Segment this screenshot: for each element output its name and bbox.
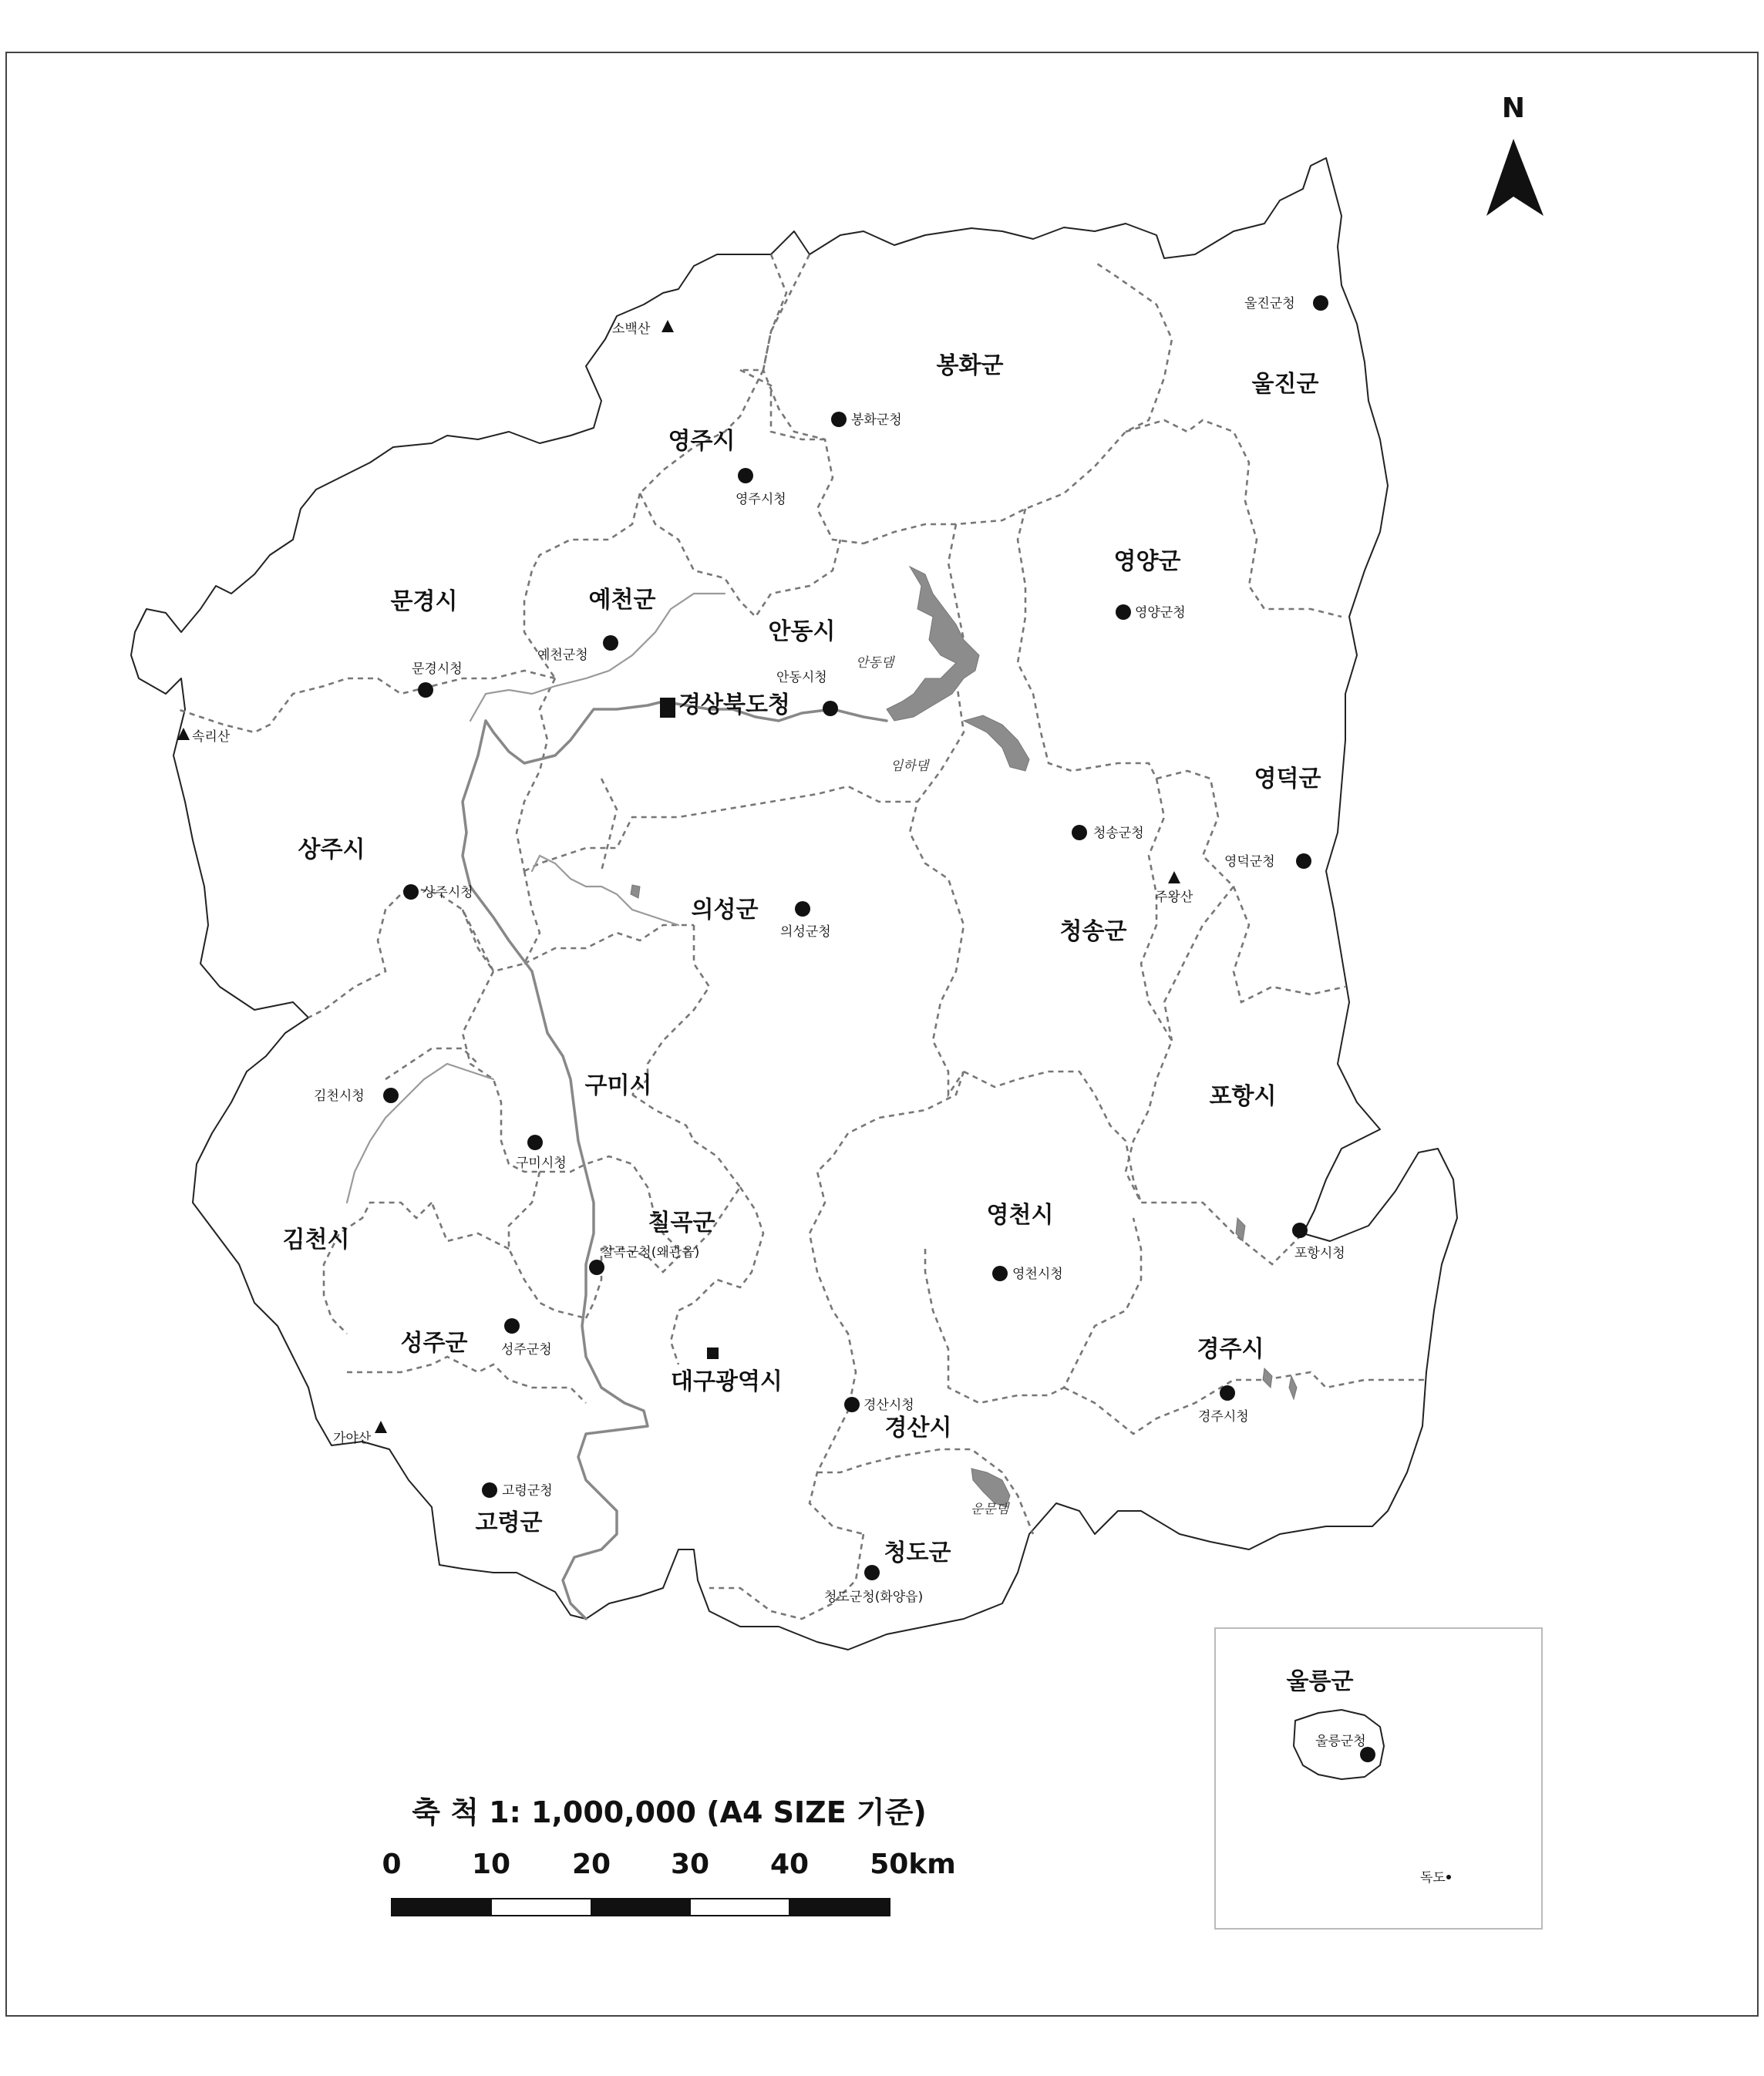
inset-office-label: 울릉군청 [1315, 1734, 1366, 1749]
rivers [347, 594, 887, 1619]
map-frame [6, 52, 1758, 2016]
scale-tick-0: 0 [382, 1849, 402, 1880]
office-marker [482, 1482, 497, 1498]
county-label-gimcheon: 김천시 [282, 1226, 350, 1253]
county-label-yeongdeok: 영덕군 [1254, 765, 1321, 792]
ulleung-inset [1215, 1628, 1542, 1929]
office-marker [1313, 295, 1328, 311]
county-label-sangju: 상주시 [298, 836, 365, 863]
pond-2 [1263, 1368, 1272, 1388]
pond-3 [1289, 1376, 1297, 1399]
peak-icon [375, 1421, 387, 1433]
peak-label-sobaek: 소백산 [612, 321, 651, 337]
scale-tick-10: 10 [471, 1849, 511, 1880]
andong-lake [887, 567, 979, 721]
scale-segment [591, 1899, 690, 1916]
county-label-yeongcheon: 영천시 [986, 1202, 1054, 1229]
county-label-uiseong: 의성군 [691, 897, 759, 924]
office-label-yeongcheon: 영천시청 [1012, 1267, 1063, 1282]
county-label-yeongju: 영주시 [668, 428, 736, 455]
office-label-yeongdeok: 영덕군청 [1224, 854, 1275, 870]
north-arrow-icon [1486, 139, 1544, 216]
office-marker [823, 701, 838, 716]
office-marker [831, 412, 847, 427]
office-marker [403, 884, 419, 900]
scale-segment [491, 1899, 591, 1916]
office-marker [589, 1260, 604, 1275]
metro-city-marker [707, 1348, 719, 1359]
county-label-bonghwa: 봉화군 [936, 352, 1004, 379]
metro-city-label: 대구광역시 [671, 1368, 783, 1395]
office-label-seongju: 성주군청 [501, 1342, 552, 1358]
office-label-yecheon: 예천군청 [537, 648, 588, 663]
office-marker [1072, 825, 1087, 840]
peak-icon [662, 320, 674, 332]
scale-bar [382, 1795, 955, 1916]
province-office-marker [660, 698, 675, 718]
county-label-andong: 안동시 [768, 618, 836, 645]
office-label-bonghwa: 봉화군청 [851, 412, 902, 428]
north-arrow [1486, 93, 1544, 216]
county-label-chilgok: 칠곡군 [648, 1210, 715, 1237]
county-label-cheongsong: 청송군 [1059, 918, 1127, 945]
county-label-mungyeong: 문경시 [390, 588, 458, 615]
office-marker [383, 1088, 399, 1103]
office-label-cheongsong: 청송군청 [1093, 826, 1144, 841]
imha-lake [964, 715, 1029, 771]
office-marker [1292, 1223, 1308, 1238]
office-label-chilgok: 칠곡군청(왜관읍) [601, 1245, 700, 1260]
office-marker [992, 1266, 1008, 1281]
scale-tick-50: 50km [870, 1849, 956, 1880]
office-label-yeongyang: 영양군청 [1135, 605, 1186, 621]
dam-label-unmun: 운문댐 [971, 1502, 1009, 1517]
inset-islet-label: 독도 [1420, 1870, 1446, 1886]
office-label-gumi: 구미시청 [516, 1156, 567, 1171]
county-label-gyeongju: 경주시 [1197, 1336, 1264, 1363]
office-label-uljin: 울진군청 [1244, 296, 1295, 311]
scale-tick-20: 20 [571, 1849, 611, 1880]
office-marker [795, 901, 810, 917]
scale-segment [789, 1899, 890, 1916]
county-label-yeongyang: 영양군 [1113, 548, 1181, 575]
office-marker [864, 1565, 880, 1580]
dam-label-andong: 안동댐 [856, 655, 894, 671]
scale-tick-30: 30 [670, 1849, 710, 1880]
county-label-goryeong: 고령군 [475, 1509, 543, 1536]
dokdo-marker [1446, 1875, 1451, 1879]
office-marker [1296, 853, 1311, 869]
province-office-label: 경상북도청 [678, 691, 790, 718]
office-label-andong: 안동시청 [776, 670, 827, 685]
office-marker [1360, 1747, 1375, 1762]
office-marker [844, 1397, 860, 1412]
dam-label-imha: 임하댐 [890, 759, 929, 774]
office-label-sangju: 상주시청 [422, 885, 473, 900]
office-marker [738, 468, 753, 483]
county-label-seongju: 성주군 [400, 1330, 468, 1357]
office-label-uiseong: 의성군청 [780, 924, 831, 940]
peak-label-songni: 속리산 [192, 729, 231, 745]
county-label-cheongdo: 청도군 [884, 1539, 951, 1566]
office-marker [418, 682, 433, 698]
county-label-gumi: 구미시 [584, 1072, 652, 1099]
peak-label-gaya: 가야산 [333, 1431, 372, 1446]
county-offices [314, 295, 1345, 1605]
pond-4 [631, 885, 640, 898]
inset-county-label: 울릉군 [1286, 1668, 1354, 1695]
dam-labels [856, 655, 1010, 1517]
office-marker [527, 1135, 543, 1150]
scale-segment [392, 1899, 491, 1916]
office-label-yeongju: 영주시청 [736, 492, 786, 507]
office-label-cheongdo: 청도군청(화양읍) [824, 1590, 924, 1605]
county-label-pohang: 포항시 [1209, 1083, 1277, 1110]
office-label-gimcheon: 김천시청 [314, 1088, 365, 1104]
county-label-gyeongsan: 경산시 [884, 1415, 952, 1442]
office-marker [504, 1318, 520, 1334]
office-label-gyeongsan: 경산시청 [863, 1398, 914, 1413]
peak-icon [1168, 871, 1180, 883]
office-marker [1220, 1385, 1235, 1401]
office-label-gyeongju: 경주시청 [1198, 1409, 1249, 1425]
office-marker [603, 635, 618, 651]
county-labels [283, 352, 1321, 1566]
office-label-goryeong: 고령군청 [502, 1483, 553, 1499]
scale-segment [690, 1899, 789, 1916]
office-marker [1116, 604, 1131, 620]
office-label-pohang: 포항시청 [1294, 1246, 1345, 1261]
scale-tick-40: 40 [769, 1849, 810, 1880]
county-label-yecheon: 예천군 [588, 587, 656, 614]
county-label-uljin: 울진군 [1251, 371, 1319, 398]
north-label: N [1501, 93, 1526, 124]
scale-title: 축 척 1: 1,000,000 (A4 SIZE 기준) [412, 1795, 927, 1829]
peak-label-juwang: 주왕산 [1155, 890, 1193, 905]
headquarters [660, 691, 790, 1395]
office-label-mungyeong: 문경시청 [412, 661, 463, 677]
inset-frame [1215, 1628, 1542, 1929]
